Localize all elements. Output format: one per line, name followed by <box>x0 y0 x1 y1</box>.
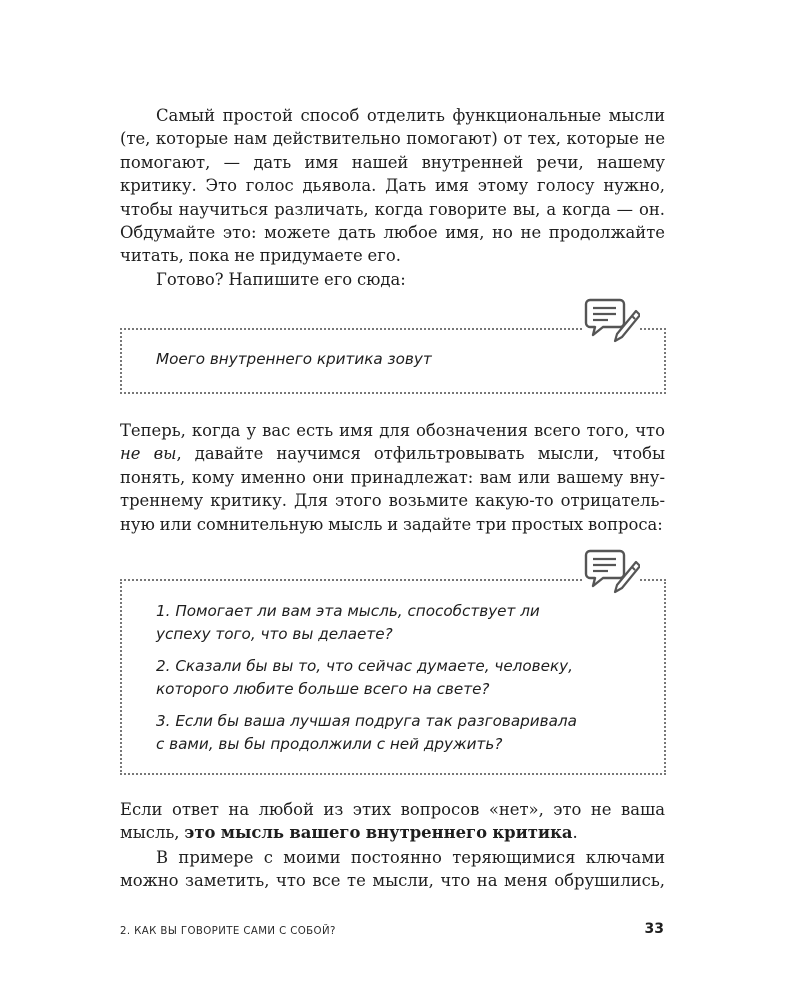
text-line: , давайте научимся отфильтровывать мысли, чтобы <box>176 444 665 464</box>
text-line: понять, кому именно они принадлежат: вам или вашему вну- <box>120 467 665 487</box>
paragraph-keys-example <box>120 846 665 893</box>
text-line: чтобы научиться различать, когда говорите вы, а когда — он. <box>120 199 665 219</box>
text-line: (те, которые нам действительно помогают) от тех, которые <box>120 129 639 149</box>
note-pen-icon <box>584 297 640 347</box>
paragraph-filter-thoughts <box>120 419 665 536</box>
paragraph-ready <box>120 268 665 291</box>
exercise-box-three-questions <box>120 579 666 775</box>
paragraph-answer <box>120 798 665 845</box>
chapter-running-title: 2. КАК ВЫ ГОВОРИТЕ САМИ С СОБОЙ? <box>120 926 336 937</box>
text-line: Самый простой способ отделить функциональные мысли <box>156 106 665 125</box>
question-list <box>156 600 577 765</box>
text-line: ную или сомнительную мысль и задайте три простых вопроса: <box>120 514 663 534</box>
question-line: с вами, вы бы продолжили с ней дружить? <box>156 735 503 753</box>
text-emphasis: не вы <box>120 444 177 464</box>
question-line: 3. Если бы ваша лучшая подруга так разговаривала <box>156 712 577 730</box>
box-prompt-text: Моего внутреннего критика зовут <box>156 350 432 368</box>
paragraph-intro <box>120 104 665 268</box>
question-line: которого любите больше всего на свете? <box>156 680 490 698</box>
question-item <box>156 710 577 756</box>
text-line: критику. Это голос дьявола. Дать имя этому голосу нужно, <box>120 176 665 196</box>
note-pen-icon <box>584 548 640 598</box>
text-line: Готово? Напишите его сюда: <box>156 270 406 289</box>
question-line: 1. Помогает ли вам эта мысль, способствует ли <box>156 602 540 620</box>
text-line: Обдумайте это: можете дать любое имя, но не продолжайте <box>120 223 665 243</box>
text-line: не помогают, — дать имя нашей внутренней речи, нашему <box>120 129 666 172</box>
text-line: В примере с моими постоянно теряющимися ключами <box>156 848 665 867</box>
text-line: Если ответ на любой из этих вопросов «нет», это не ваша <box>120 800 665 819</box>
text-bold: это мысль вашего внутреннего критика <box>184 823 573 843</box>
question-item <box>156 655 577 701</box>
question-line: 2. Сказали бы вы то, что сейчас думаете, человеку, <box>156 657 573 675</box>
text-line: . <box>572 823 578 843</box>
page-number: 33 <box>644 921 664 937</box>
text-line: читать, пока не придумаете его. <box>120 246 401 266</box>
text-line: мысль, <box>120 823 185 843</box>
text-line: можно заметить, что все те мысли, что на меня обрушились, <box>120 871 665 891</box>
text-line: треннему критику. Для этого возьмите какую-то отрицатель- <box>120 491 665 511</box>
text-line: Теперь, когда у вас есть имя для обозначения всего того, что <box>120 421 665 440</box>
question-line: успеху того, что вы делаете? <box>156 625 393 643</box>
question-item <box>156 600 577 646</box>
